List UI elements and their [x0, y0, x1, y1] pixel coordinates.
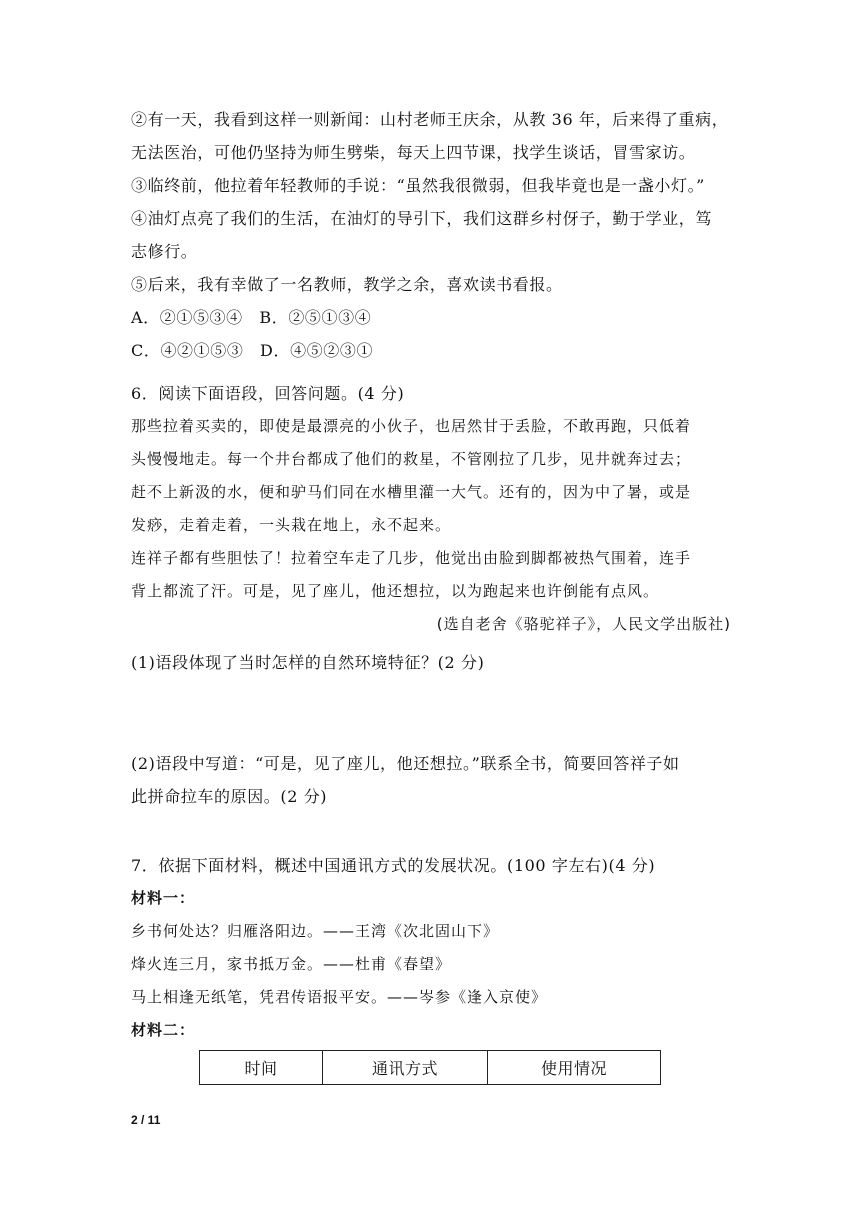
passage-source: (选自老舍《骆驼祥子》，人民文学出版社) [436, 615, 731, 633]
passage-line: 背上都流了汗。可是，见了座儿，他还想拉，以为跑起来也许倒能有点风。 [131, 582, 660, 600]
material-line: 马上相逢无纸笔，凭君传语报平安。——岑参《逢入京使》 [131, 988, 548, 1006]
sub-question-1 [131, 646, 731, 679]
answer-option: C．④②①⑤③ D．④⑤②③① [131, 341, 374, 360]
passage-line: 连祥子都有些胆怯了！拉着空车走了几步，他觉出由脸到脚都被热气围着，连手 [131, 549, 692, 567]
sentence-line: ④油灯点亮了我们的生活，在油灯的导引下，我们这群乡村伢子，勤于学业，笃 [131, 209, 713, 228]
sub-question-text: 此拼命拉车的原因。(2 分) [131, 787, 328, 806]
table-header-cell: 时间 [200, 1051, 323, 1085]
ordering-sentences [131, 103, 731, 367]
material-label: 材料二： [131, 1021, 196, 1039]
question-6 [131, 377, 731, 410]
table-header-row [200, 1051, 661, 1085]
sub-question-text: (1)语段体现了当时怎样的自然环境特征？(2 分) [131, 653, 485, 672]
passage-line: 头慢慢地走。每一个井台都成了他们的救星，不管刚拉了几步，见井就奔过去； [131, 450, 692, 468]
sub-question-2 [131, 747, 731, 813]
question-7 [131, 849, 731, 1047]
passage [131, 410, 731, 641]
sentence-line: 志修行。 [131, 242, 198, 261]
material-line: 乡书何处达？归雁洛阳边。——王湾《次北固山下》 [131, 922, 500, 940]
page-number: 2 / 11 [131, 1113, 161, 1127]
sub-question-text: (2)语段中写道：“可是，见了座儿，他还想拉。”联系全书，简要回答祥子如 [131, 754, 680, 773]
table-header-cell: 通讯方式 [323, 1051, 488, 1085]
question-stem: 7．依据下面材料，概述中国通讯方式的发展状况。(100 字左右)(4 分) [131, 856, 656, 875]
sentence-line: ②有一天，我看到这样一则新闻：山村老师王庆余，从教 36 年，后来得了重病， [131, 110, 729, 129]
sentence-line: ③临终前，他拉着年轻教师的手说：“虽然我很微弱，但我毕竟也是一盏小灯。” [131, 176, 705, 195]
comm-table [199, 1050, 661, 1085]
sentence-line: ⑤后来，我有幸做了一名教师，教学之余，喜欢读书看报。 [131, 275, 563, 294]
material-label: 材料一： [131, 889, 196, 907]
material-line: 烽火连三月，家书抵万金。——杜甫《春望》 [131, 955, 452, 973]
passage-line: 那些拉着买卖的，即使是最漂亮的小伙子，也居然甘于丢脸，不敢再跑，只低着 [131, 417, 692, 435]
passage-line: 发痧，走着走着，一头栽在地上，永不起来。 [131, 516, 452, 534]
table-header-cell: 使用情况 [488, 1051, 661, 1085]
answer-option: A．②①⑤③④ B．②⑤①③④ [131, 308, 372, 327]
sentence-line: 无法医治，可他仍坚持为师生劈柴，每天上四节课，找学生谈话，冒雪家访。 [131, 143, 696, 162]
passage-line: 赶不上新汲的水，便和驴马们同在水槽里灌一大气。还有的，因为中了暑，或是 [131, 483, 692, 501]
question-stem: 6．阅读下面语段，回答问题。(4 分) [131, 384, 405, 403]
